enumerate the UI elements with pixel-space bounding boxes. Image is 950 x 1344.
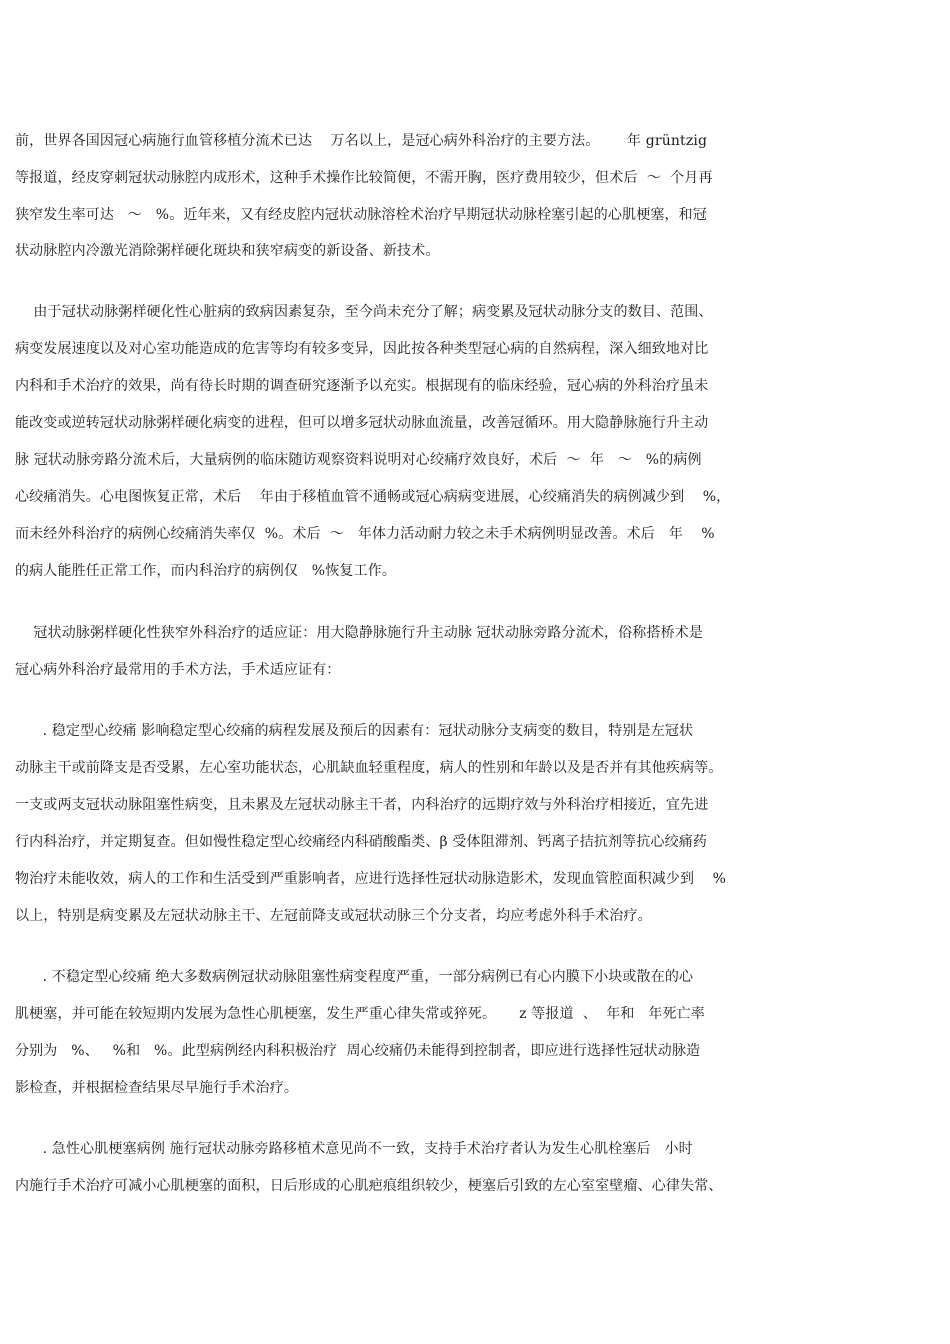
text-line: 肌梗塞，并可能在较短期内发展为急性心肌梗塞，发生严重心律失常或猝死。 z 等报道 、 年和 年死亡率 [15, 1006, 705, 1022]
text-line: 等报道，经皮穿刺冠状动脉腔内成形术，这种手术操作比较简便，不需开胸，医疗费用较少，但术后 ～ 个月再 [15, 170, 713, 186]
text-line: 分别为 %、 %和 %。此型病例经内科积极治疗 周心绞痛仍未能得到控制者，即应进行选择性冠状动脉造 [15, 1043, 701, 1059]
text-line: 的病人能胜任正常工作，而内科治疗的病例仅 %恢复工作。 [15, 563, 397, 579]
text-line: 一支或两支冠状动脉阻塞性病变，且未累及左冠状动脉主干者，内科治疗的远期疗效与外科治疗相接近，宜先进 [15, 797, 709, 813]
text-line: 而未经外科治疗的病例心绞痛消失率仅 %。术后 ～ 年体力活动耐力较之未手术病例明显改善。术后 年 % [15, 526, 715, 542]
text-line: 冠心病外科治疗最常用的手术方法，手术适应证有： [15, 662, 341, 678]
text-line: 动脉主干或前降支是否受累，左心室功能状态，心肌缺血轻重程度，病人的性别和年龄以及是否并有其他疾病等。 [15, 760, 723, 776]
text-line: 由于冠状动脉粥样硬化性心脏病的致病因素复杂，至今尚未充分了解；病变累及冠状动脉分支的数目、范围、 [15, 304, 713, 320]
text-line: . 不稳定型心绞痛 绝大多数病例冠状动脉阻塞性病变程度严重，一部分病例已有心内膜下小块或散在的心 [15, 969, 694, 985]
text-line: 行内科治疗，并定期复查。但如慢性稳定型心绞痛经内科硝酸酯类、β 受体阻滞剂、钙离子拮抗剂等抗心绞痛药 [15, 834, 708, 850]
text-line: 心绞痛消失。心电图恢复正常，术后 年由于移植血管不通畅或冠心病病变进展，心绞痛消失的病例减少到 %， [15, 489, 731, 505]
text-line: 状动脉腔内冷激光消除粥样硬化斑块和狭窄病变的新设备、新技术。 [15, 243, 440, 259]
text-line: 影检查，并根据检查结果尽早施行手术治疗。 [15, 1080, 298, 1096]
text-line: 脉 冠状动脉旁路分流术后，大量病例的临床随访观察资料说明对心绞痛疗效良好，术后 ～ 年 ～ %的病例 [15, 452, 702, 468]
text-line: 物治疗未能收效，病人的工作和生活受到严重影响者，应进行选择性冠状动脉造影术，发现血管腔面积减少到 % [15, 871, 727, 887]
text-line: 冠状动脉粥样硬化性狭窄外科治疗的适应证：用大隐静脉施行升主动脉 冠状动脉旁路分流术，俗称搭桥术是 [15, 625, 704, 641]
text-line: 内施行手术治疗可减小心肌梗塞的面积，日后形成的心肌疤痕组织较少，梗塞后引致的左心室室壁瘤、心律失常、 [15, 1178, 723, 1194]
text-line: . 急性心肌梗塞病例 施行冠状动脉旁路移植术意见尚不一致，支持手术治疗者认为发生心肌栓塞后 小时 [15, 1141, 693, 1157]
text-line: 前，世界各国因冠心病施行血管移植分流术已达 万名以上，是冠心病外科治疗的主要方法。 年 grüntzig [15, 133, 708, 149]
text-line: 狭窄发生率可达 ～ %。近年来，又有经皮腔内冠状动脉溶栓术治疗早期冠状动脉栓塞引起的心肌梗塞，和冠 [15, 207, 707, 223]
text-line: 以上，特别是病变累及左冠状动脉主干、左冠前降支或冠状动脉三个分支者，均应考虑外科手术治疗。 [15, 908, 652, 924]
text-line: 内科和手术治疗的效果，尚有待长时期的调查研究逐渐予以充实。根据现有的临床经验，冠心病的外科治疗虽未 [15, 378, 709, 394]
text-line: 能改变或逆转冠状动脉粥样硬化病变的进程，但可以增多冠状动脉血流量，改善冠循环。用大隐静脉施行升主动 [15, 415, 709, 431]
text-line: . 稳定型心绞痛 影响稳定型心绞痛的病程发展及预后的因素有：冠状动脉分支病变的数目，特别是左冠状 [15, 723, 694, 739]
text-line: 病变发展速度以及对心室功能造成的危害等均有较多变异，因此按各种类型冠心病的自然病程，深入细致地对比 [15, 341, 709, 357]
